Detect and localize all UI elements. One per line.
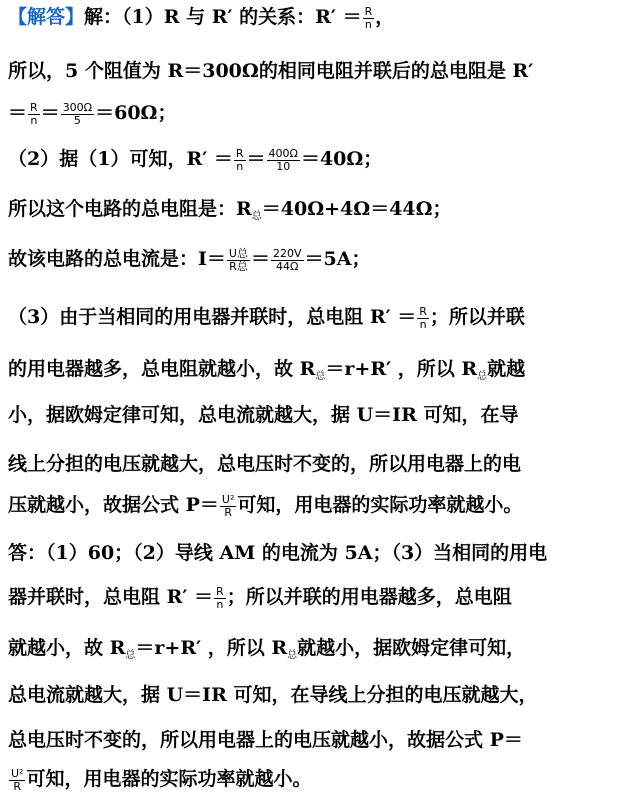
line-8-b: ＝r+R′ ，所以 R bbox=[325, 358, 478, 380]
fraction-denominator: 44Ω bbox=[276, 259, 299, 273]
line-17-b: 可知，用电器的实际功率就越小。 bbox=[26, 768, 312, 790]
fraction-denominator: n bbox=[216, 597, 224, 611]
fraction-r-over-n bbox=[214, 586, 226, 611]
line-5-b: ＝40Ω+4Ω＝44Ω； bbox=[261, 198, 452, 220]
line-8-c: 就越 bbox=[487, 358, 526, 380]
line-6 bbox=[8, 246, 634, 273]
fraction-400-over-10 bbox=[267, 148, 300, 173]
fraction-300-over-5 bbox=[61, 102, 94, 127]
subscript-total: 总 bbox=[125, 650, 136, 661]
fraction-numerator: U总 bbox=[228, 246, 248, 260]
fraction-denominator: n bbox=[419, 317, 427, 331]
fraction-numerator: R bbox=[30, 100, 38, 114]
fraction-u-over-r bbox=[227, 248, 250, 273]
line-7-a: （3）由于当相同的用电器并联时，总电阻 R′ ＝ bbox=[8, 306, 417, 328]
line-14-b: ＝r+R′ ，所以 R bbox=[135, 637, 288, 659]
line-1-text: 解：（1）R 与 R′ 的关系：R′ ＝ bbox=[84, 6, 362, 28]
line-13-a: 器并联时，总电阻 R′ ＝ bbox=[8, 586, 214, 608]
fraction-numerator: U² bbox=[11, 766, 24, 780]
line-4-b: ＝ bbox=[246, 148, 266, 170]
line-1 bbox=[8, 4, 634, 31]
fraction-denominator: 5 bbox=[73, 113, 81, 127]
fraction-denominator: n bbox=[364, 17, 372, 31]
fraction-220-over-44 bbox=[271, 248, 304, 273]
fraction-denominator: R bbox=[224, 505, 232, 519]
line-5 bbox=[8, 196, 634, 230]
line-6-a: 故该电路的总电流是：I＝ bbox=[8, 248, 226, 270]
line-4 bbox=[8, 146, 634, 173]
line-10: 线上分担的电压就越大，总电压时不变的，所以用电器上的电 bbox=[8, 453, 522, 475]
line-3 bbox=[8, 100, 634, 127]
line-3-b: ＝ bbox=[40, 102, 60, 124]
line-9: 小，据欧姆定律可知，总电流就越大，据 U＝IR 可知，在导 bbox=[8, 404, 519, 426]
line-3-a: ＝ bbox=[8, 102, 28, 124]
fraction-r-over-n bbox=[417, 306, 429, 331]
fraction-denominator: 10 bbox=[276, 159, 291, 173]
line-14 bbox=[8, 635, 634, 669]
line-1-end: ， bbox=[375, 6, 395, 28]
fraction-r-over-n bbox=[363, 6, 375, 31]
fraction-numerator: R bbox=[235, 146, 244, 160]
line-12: 答：（1）60；（2）导线 AM 的电流为 5A；（3）当相同的用电 bbox=[8, 542, 548, 564]
line-15: 总电流就越大，据 U＝IR 可知，在导线上分担的电压就越大， bbox=[8, 684, 538, 706]
line-4-c: ＝40Ω； bbox=[300, 148, 383, 170]
line-6-b: ＝ bbox=[250, 248, 270, 270]
fraction-denominator: R bbox=[13, 779, 22, 793]
subscript-total: 总 bbox=[477, 371, 488, 382]
line-8-a: 的用电器越多，总电阻就越小，故 R bbox=[8, 358, 316, 380]
fraction-numerator: R bbox=[419, 304, 427, 318]
line-6-c: ＝5A； bbox=[304, 248, 371, 270]
fraction-numerator: 220V bbox=[272, 246, 302, 260]
line-11-a: 压就越小，故据公式 P＝ bbox=[8, 494, 219, 516]
fraction-denominator: R总 bbox=[229, 259, 248, 273]
fraction-denominator: n bbox=[236, 159, 244, 173]
fraction-numerator: R bbox=[216, 584, 224, 598]
fraction-numerator: 300Ω bbox=[62, 100, 93, 114]
fraction-numerator: 400Ω bbox=[268, 146, 298, 160]
subscript-total: 总 bbox=[315, 371, 326, 382]
line-14-c: 就越小，据欧姆定律可知， bbox=[297, 637, 526, 659]
line-17 bbox=[8, 766, 634, 793]
fraction-r-over-n bbox=[28, 102, 40, 127]
line-3-c: ＝60Ω； bbox=[95, 102, 177, 124]
subscript-total: 总 bbox=[251, 211, 262, 222]
fraction-numerator: R bbox=[364, 4, 373, 18]
line-7 bbox=[8, 304, 634, 331]
fraction-numerator: U² bbox=[221, 492, 235, 506]
fraction-u2-over-r bbox=[9, 768, 25, 793]
line-11-b: 可知，用电器的实际功率就越小。 bbox=[237, 494, 523, 516]
subscript-total: 总 bbox=[287, 650, 298, 661]
line-13 bbox=[8, 584, 634, 611]
line-16: 总电压时不变的，所以用电器上的电压就越小，故据公式 P＝ bbox=[8, 729, 523, 751]
line-11 bbox=[8, 492, 634, 519]
line-8 bbox=[8, 356, 634, 390]
line-2: 所以，5 个阻值为 R＝300Ω的相同电阻并联后的总电阻是 R′ bbox=[8, 60, 534, 82]
answer-tag: 【解答】 bbox=[8, 6, 85, 28]
fraction-denominator: n bbox=[30, 113, 38, 127]
line-4-a: （2）据（1）可知，R′ ＝ bbox=[8, 148, 233, 170]
line-7-b: ；所以并联 bbox=[429, 306, 525, 328]
fraction-r-over-n bbox=[234, 148, 246, 173]
line-13-b: ；所以并联的用电器越多，总电阻 bbox=[226, 586, 512, 608]
fraction-u2-over-r bbox=[220, 494, 236, 519]
line-5-a: 所以这个电路的总电阻是：R bbox=[8, 198, 252, 220]
line-14-a: 就越小，故 R bbox=[8, 637, 126, 659]
